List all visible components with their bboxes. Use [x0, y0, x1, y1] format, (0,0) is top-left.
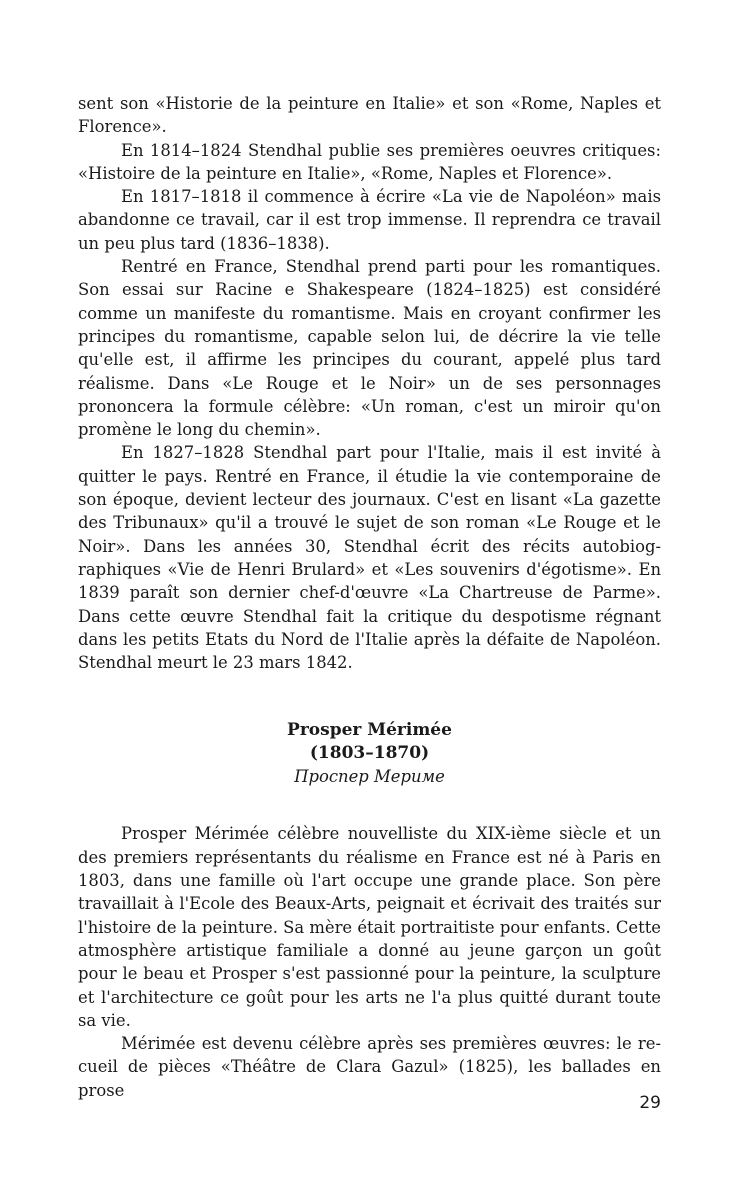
merimee-section — [78, 822, 661, 1102]
author-years: (1803–1870) — [309, 743, 430, 764]
paragraph-merimee-bio: Prosper Mérimée célèbre nouvelliste du XIX-ième siècle et un des premiers représentants du réalisme en France est né à Paris en 1803, dans une famille où l'art occupe une grande place. Son père travaillait à l'Ecole des Beaux-Arts, peignait et écrivait des traités sur l'histoire de la peinture. Sa mère était portraitiste pour enfants. Cette atmosphère artistique familiale a donné au jeune garçon un goût pour le beau et Prosper s'est passionné pour la peinture, la sculpture et l'architecture ce goût pour les arts ne l'a plus quitté durant toute sa vie. — [78, 824, 661, 1030]
paragraph-critical-works: En 1814–1824 Stendhal publie ses premières oeuvres critiques: «Histoire de la peinture en Italie», «Rome, Naples et Florence». — [78, 140, 661, 183]
page-number: 29 — [639, 1093, 661, 1113]
paragraph-romantics: Rentré en France, Stendhal prend parti pour les romantiques. Son essai sur Racine e Shakespeare (1824–1825) est considéré comme un manifeste du romantisme. Mais en croyant confirmer les principes du romantisme, capable selon lui, de décrire la vie telle qu'elle est, il affirme les principes du courant, appelé plus tard réalisme. Dans «Le Rouge et le Noir» un de ses personnages prononcera la formule célèbre: «Un roman, c'est un miroir qu'on promène le long du chemin». — [78, 257, 661, 440]
paragraph-italy: En 1827–1828 Stendhal part pour l'Italie, mais il est invité à quitter le pays. Rentré en France, il étudie la vie contemporaine de son époque, devient lecteur des journaux. C'est en lisant «La gazette des Tribunaux» qu'il a trouvé le sujet de son roman «Le Rouge et le Noir». Dans les années 30, Stendhal écrit des récits autobiographiques «Vie de Henri Brulard» et «Les souvenirs d'égotisme». En 1839 paraît son dernier chef-d'œuvre «La Chartreuse de Parme». Dans cette œuvre Stendhal fait la critique du despotisme régnant dans les petits Etats du Nord de l'Italie après la défaite de Napoléon. Stendhal meurt le 23 mars 1842. — [78, 443, 661, 673]
paragraph-napoleon: En 1817–1818 il commence à écrire «La vie de Napoléon» mais abandonne ce travail, car il est trop immense. Il reprendra ce travail un peu plus tard (1836–1838). — [78, 187, 661, 253]
author-name: Prosper Mérimée — [287, 720, 452, 741]
section-heading — [78, 719, 661, 788]
author-name-russian: Проспер Мериме — [294, 767, 445, 787]
paragraph-merimee-works: Mérimée est devenu célèbre après ses premières œuvres: le recueil de pièces «Théâtre de Clara Gazul» (1825), les ballades en prose — [78, 1034, 661, 1100]
paragraph-continuation: sent son «Historie de la peinture en Italie» et son «Rome, Naples et Florence». — [78, 94, 661, 137]
page-body — [78, 92, 661, 1102]
